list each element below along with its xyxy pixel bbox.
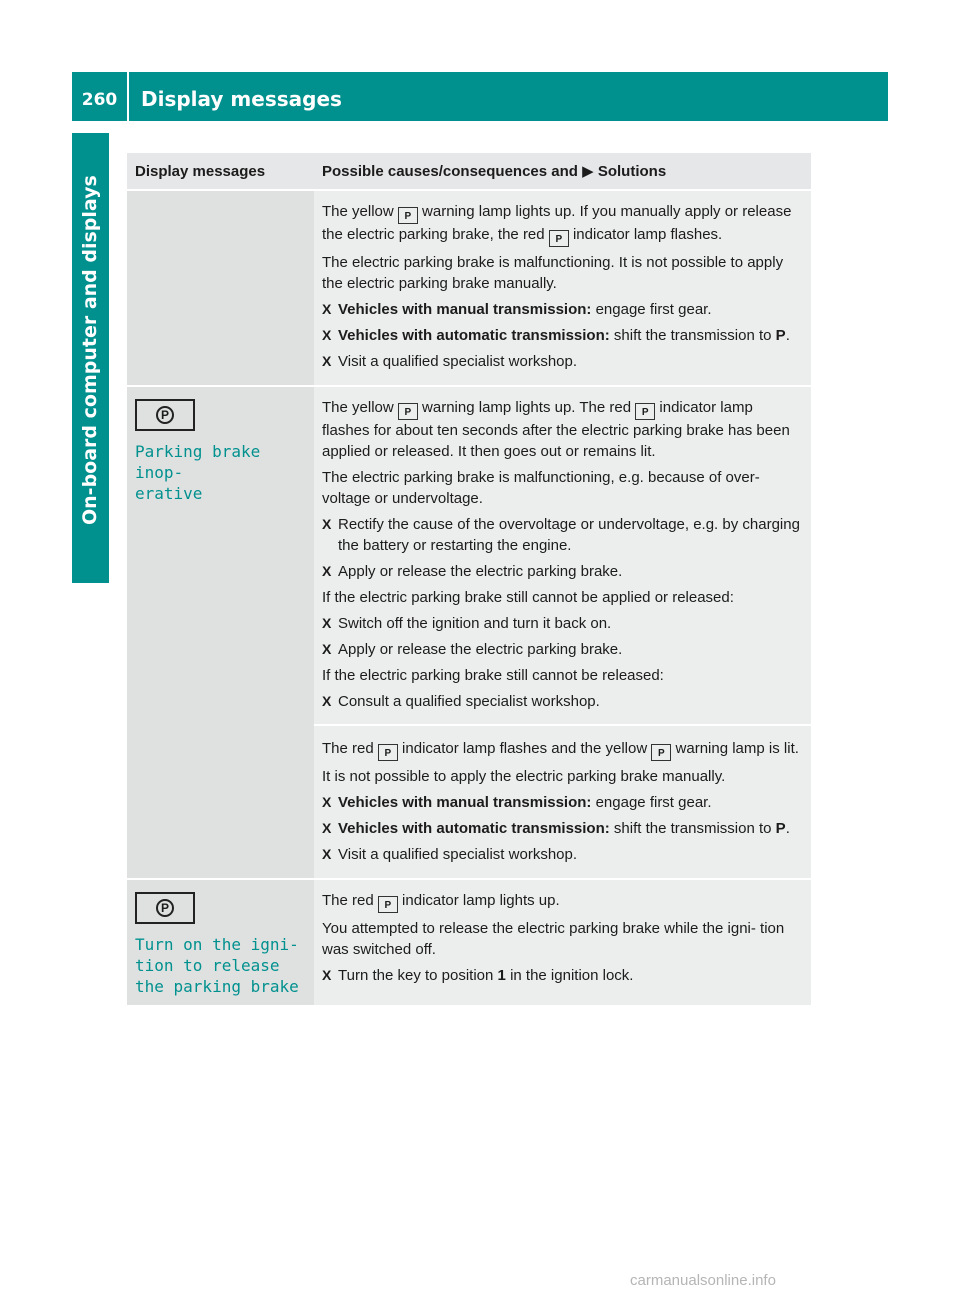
step-rest: engage first gear. xyxy=(595,794,712,811)
step-marker-icon: X xyxy=(322,846,332,862)
step-marker-icon: X xyxy=(322,794,332,810)
paragraph: It is not possible to apply the electric parking brake manually. xyxy=(322,768,726,785)
parking-brake-lamp-icon xyxy=(135,399,195,431)
solution-cell xyxy=(314,190,811,386)
paragraph: The electric parking brake is malfunctioning, e.g. because of over- voltage or undervoltage. xyxy=(322,469,760,507)
display-message-cell xyxy=(127,879,314,1005)
step-text: Apply or release the electric parking brake. xyxy=(338,563,623,580)
solution-cell xyxy=(314,386,811,879)
step-bold: Vehicles with automatic transmission: xyxy=(338,327,610,344)
step-rest: Turn the key to position xyxy=(338,967,494,984)
display-message-cell xyxy=(127,386,314,879)
paragraph xyxy=(322,397,803,462)
display-message-text: Turn on the igni‐ tion to release the parking brake xyxy=(135,935,299,996)
step-marker-icon: X xyxy=(322,615,332,631)
text: indicator lamp lights up. xyxy=(402,892,560,909)
col-header-text-solutions: Solutions xyxy=(597,162,667,180)
page-number: 260 xyxy=(81,90,118,110)
step-marker-icon: X xyxy=(322,641,332,657)
step-text: Switch off the ignition and turn it back on. xyxy=(338,615,612,632)
subsection-divider xyxy=(314,724,811,726)
step-item xyxy=(322,965,803,986)
paragraph: You attempted to release the electric parking brake while the igni- tion was switched off. xyxy=(322,920,785,958)
parking-brake-lamp-icon: P xyxy=(635,403,655,420)
display-messages-table xyxy=(127,153,811,1005)
step-text xyxy=(338,965,803,986)
step-text: Visit a qualified specialist workshop. xyxy=(338,846,578,863)
step-text: Vehicles with automatic transmission: shift the transmission to P. xyxy=(338,327,790,344)
step-text: Apply or release the electric parking brake. xyxy=(338,641,623,658)
step-item xyxy=(322,613,803,634)
key-position: 1 xyxy=(497,967,506,984)
step-marker-icon: X xyxy=(322,693,332,709)
step-marker-icon: X xyxy=(322,327,332,343)
step-marker-icon: X xyxy=(322,301,332,317)
parking-brake-lamp-icon: P xyxy=(651,744,671,761)
col-header-text: Possible causes/consequences and xyxy=(322,162,578,180)
step-item xyxy=(322,299,803,320)
step-item xyxy=(322,514,803,556)
parking-brake-lamp-icon: P xyxy=(378,744,398,761)
lamp-glyph: P xyxy=(156,406,174,424)
step-bold: Vehicles with automatic transmission: xyxy=(338,820,610,837)
step-text: Visit a qualified specialist workshop. xyxy=(338,353,578,370)
text: The yellow xyxy=(322,399,394,416)
text: warning lamp lights up. The red xyxy=(422,399,632,416)
text: warning lamp is lit. xyxy=(675,740,799,757)
text: The red xyxy=(322,892,374,909)
table-row xyxy=(127,879,811,1005)
step-item xyxy=(322,691,803,712)
step-item xyxy=(322,639,803,660)
step-rest: in the ignition lock. xyxy=(510,967,634,984)
step-bold: Vehicles with manual transmission: xyxy=(338,794,592,811)
text: The yellow xyxy=(322,203,394,220)
step-item xyxy=(322,351,803,372)
table-row xyxy=(127,386,811,879)
paragraph: If the electric parking brake still cannot be released: xyxy=(322,667,664,684)
paragraph xyxy=(322,890,803,913)
text: The red xyxy=(322,740,374,757)
solution-cell xyxy=(314,879,811,1005)
step-item xyxy=(322,325,803,346)
step-marker-icon: X xyxy=(322,563,332,579)
page-header xyxy=(72,72,888,121)
paragraph xyxy=(322,201,803,247)
text: indicator lamp flashes and the yellow xyxy=(402,740,648,757)
text: indicator lamp flashes for about ten seconds after the electric parking brake has been applied or released. It then goes out or remains lit. xyxy=(322,399,790,460)
step-marker-icon: X xyxy=(322,967,332,983)
section-side-label: On-board computer and displays xyxy=(79,175,101,525)
col-header-solutions xyxy=(314,153,811,190)
gear-letter: P xyxy=(775,820,786,837)
step-item xyxy=(322,792,803,813)
step-item xyxy=(322,561,803,582)
parking-brake-lamp-icon: P xyxy=(549,230,569,247)
step-bold: Vehicles with manual transmission: xyxy=(338,301,592,318)
parking-brake-lamp-icon xyxy=(135,892,195,924)
step-item xyxy=(322,844,803,865)
step-marker-icon: X xyxy=(322,820,332,836)
step-rest: engage first gear. xyxy=(595,301,712,318)
paragraph: If the electric parking brake still cannot be applied or released: xyxy=(322,589,734,606)
parking-brake-lamp-icon: P xyxy=(378,896,398,913)
col-header-messages: Display messages xyxy=(127,153,314,190)
step-rest: shift the transmission to xyxy=(613,820,772,837)
text: warning lamp lights up. If you manually apply or release the electric parking brake, the red xyxy=(322,203,792,243)
parking-brake-lamp-icon: P xyxy=(398,403,418,420)
step-text xyxy=(338,299,803,320)
display-message-cell xyxy=(127,190,314,386)
table-header-row xyxy=(127,153,811,190)
watermark: carmanualsonline.info xyxy=(630,1272,776,1289)
step-text: Vehicles with automatic transmission: shift the transmission to P. xyxy=(338,820,790,837)
play-arrow-icon: ▶ xyxy=(582,162,594,180)
step-item xyxy=(322,818,803,839)
paragraph: The electric parking brake is malfunctioning. It is not possible to apply the electric parking brake manually. xyxy=(322,254,784,292)
gear-letter: P xyxy=(775,327,786,344)
display-message-text: Parking brake inop‐ erative xyxy=(135,442,261,503)
step-marker-icon: X xyxy=(322,353,332,369)
paragraph xyxy=(322,738,803,761)
step-text: Consult a qualified specialist workshop. xyxy=(338,693,600,710)
step-marker-icon: X xyxy=(322,516,332,532)
step-text xyxy=(338,792,803,813)
table-row xyxy=(127,190,811,386)
text: indicator lamp flashes. xyxy=(572,226,723,243)
lamp-glyph: P xyxy=(156,899,174,917)
step-rest: shift the transmission to xyxy=(613,327,772,344)
parking-brake-lamp-icon: P xyxy=(398,207,418,224)
step-text: Rectify the cause of the overvoltage or undervoltage, e.g. by charging the battery or restarting the engine. xyxy=(338,516,800,554)
section-side-tab xyxy=(72,133,109,583)
page-title: Display messages xyxy=(141,86,342,111)
